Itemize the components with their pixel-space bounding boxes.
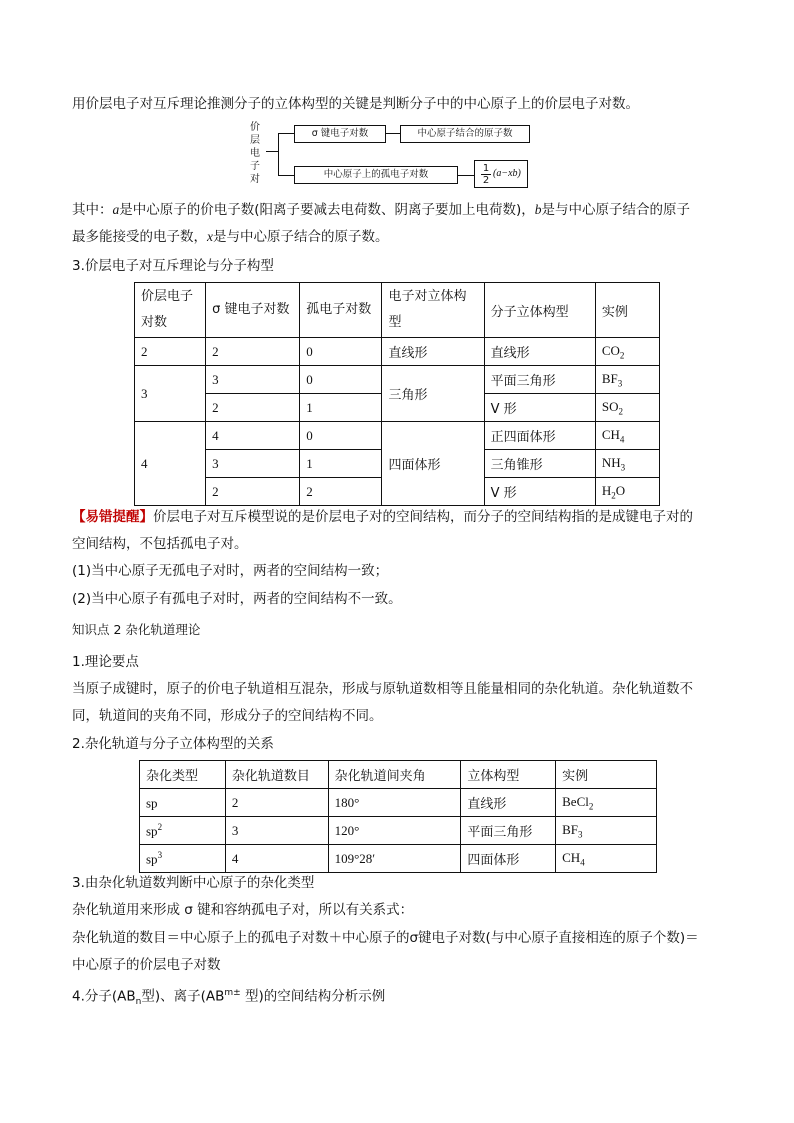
- header-cell: σ 键电子对数: [206, 283, 300, 338]
- sigma-pairs-box: σ 键电子对数: [294, 125, 386, 143]
- lone-pair-formula: 1 2 (a−xb): [474, 160, 528, 188]
- table-row: 2 2 0 直线形 直线形 $CO_2$: [135, 338, 660, 366]
- explain-line-1: 其中：a是中心原子的价电子数(阳离子要减去电荷数、阴离子要加上电荷数)，b是与中心原子结合的原子: [72, 202, 691, 218]
- header-cell: 孤电子对数: [300, 283, 382, 338]
- section-3b-text-2: 杂化轨道的数目＝中心原子上的孤电子对数＋中心原子的σ键电子对数(与中心原子直接相连的原子个数)＝: [72, 930, 699, 946]
- table-row: 2 1 V 形 $SO_2$: [135, 394, 660, 422]
- table-row: 4 4 0 四面体形 正四面体形 $CH_4$: [135, 422, 660, 450]
- header-cell: 杂化轨道间夹角: [328, 761, 461, 789]
- table-header-row: [140, 761, 657, 789]
- section-1-text-1: 当原子成键时，原子的价电子轨道相互混杂，形成与原轨道数相等且能量相同的杂化轨道。杂化轨道数不: [72, 681, 693, 697]
- tip-line-1: 【易错提醒】价层电子对互斥模型说的是价层电子对的空间结构，而分子的空间结构指的是成键电子对的: [72, 509, 693, 525]
- section-4-title: 4.分子($AB_n$型)、离子($AB^{m\pm}$ 型)的空间结构分析示例: [72, 988, 386, 1008]
- table-row: $sp^3$ 4 109°28′ 四面体形 $CH_4$: [140, 845, 657, 873]
- table-row: 2 2 V 形 $H_2O$: [135, 478, 660, 506]
- section-1-text-2: 同，轨道间的夹角不同，形成分子的空间结构不同。: [72, 708, 383, 724]
- section-1-title: 1.理论要点: [72, 654, 139, 670]
- intro-text: 用价层电子对互斥理论推测分子的立体构型的关键是判断分子中的中心原子上的价层电子对数。: [72, 96, 639, 112]
- vsepr-table: [134, 282, 660, 506]
- bonded-atoms-box: 中心原子结合的原子数: [400, 125, 530, 143]
- section-3b-title: 3.由杂化轨道数判断中心原子的杂化类型: [72, 875, 315, 891]
- table-row: sp 2 180° 直线形 BeCl$_2$: [140, 789, 657, 817]
- header-cell: 杂化轨道数目: [225, 761, 328, 789]
- header-cell: 实例: [556, 761, 657, 789]
- table-row: 3 1 三角锥形 $NH_3$: [135, 450, 660, 478]
- header-cell: 分子立体构型: [484, 283, 595, 338]
- diagram-left-label: 价 层 电 子 对: [250, 122, 260, 185]
- header-cell: 杂化类型: [140, 761, 226, 789]
- tip-point-2: (2)当中心原子有孤电子对时，两者的空间结构不一致。: [72, 591, 402, 607]
- header-cell: 实例: [595, 283, 659, 338]
- table-row: 3 3 0 三角形 平面三角形 $BF_3$: [135, 366, 660, 394]
- table-row: $sp^2$ 3 120° 平面三角形 $BF_3$: [140, 817, 657, 845]
- section-3b-text-3: 中心原子的价层电子对数: [72, 957, 221, 973]
- tip-point-1: (1)当中心原子无孤电子对时，两者的空间结构一致；: [72, 563, 389, 579]
- section-3b-text-1: 杂化轨道用来形成 σ 键和容纳孤电子对，所以有关系式：: [72, 902, 414, 918]
- section-3-title: 3.价层电子对互斥理论与分子构型: [72, 258, 274, 274]
- header-cell: 价层电子对数: [135, 283, 206, 338]
- hybridization-table: [139, 760, 657, 873]
- explain-line-2: 最多能接受的电子数，x是与中心原子结合的原子数。: [72, 229, 389, 245]
- tip-label: 【易错提醒】: [72, 509, 153, 525]
- tip-line-2: 空间结构，不包括孤电子对。: [72, 536, 248, 552]
- header-cell: 电子对立体构型: [382, 283, 484, 338]
- knowledge-point-2-title: 知识点 2 杂化轨道理论: [72, 622, 201, 637]
- lone-pairs-box: 中心原子上的孤电子对数: [294, 166, 458, 184]
- section-2-title: 2.杂化轨道与分子立体构型的关系: [72, 736, 274, 752]
- header-cell: 立体构型: [461, 761, 556, 789]
- table-header-row: [135, 283, 660, 338]
